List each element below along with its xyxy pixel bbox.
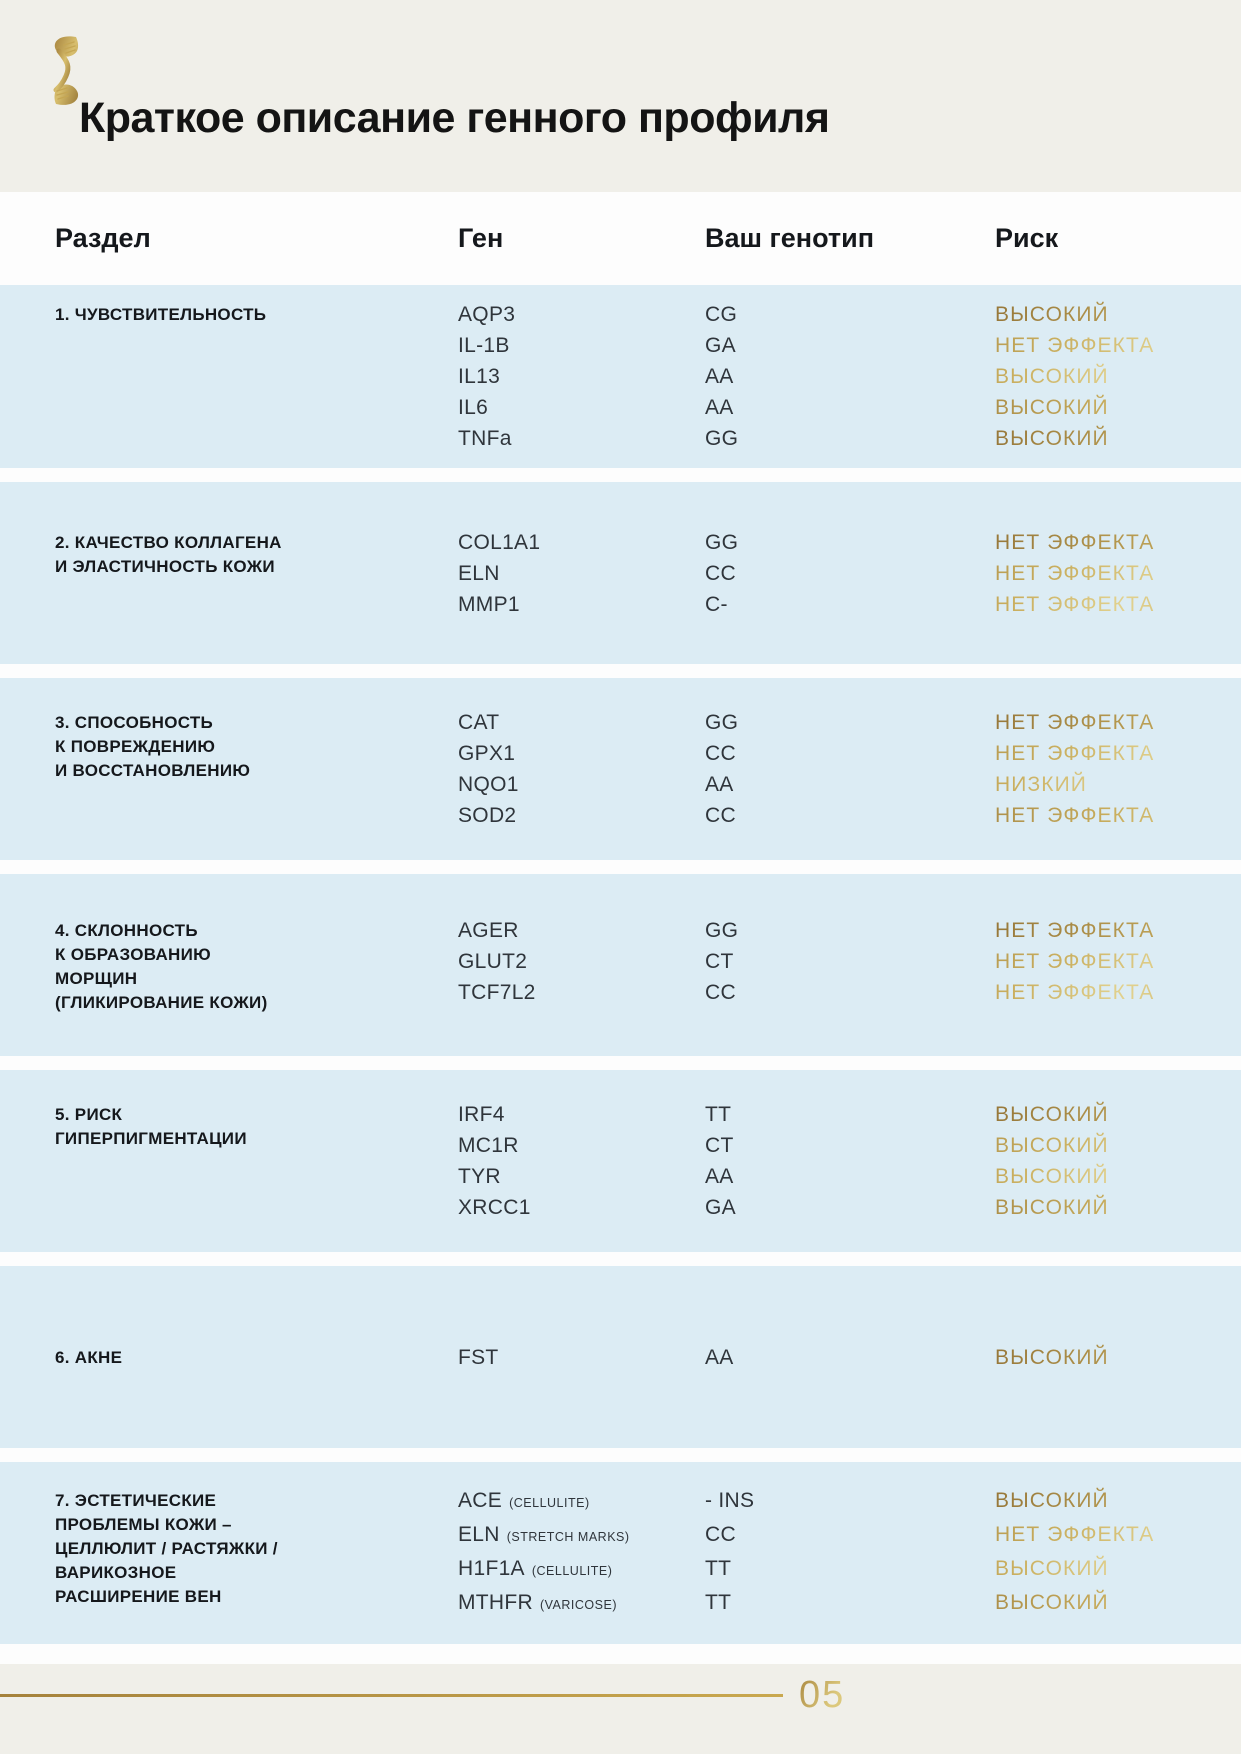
gene-cell [458,1485,705,1519]
gene-symbol: ACE [458,1489,503,1512]
profile-section [0,285,1241,468]
risk-level: НЕТ ЭФФЕКТА [995,707,1241,738]
section-title [55,1099,458,1151]
gene-cell [458,977,705,1008]
section-title-line: 7. ЭСТЕТИЧЕСКИЕ [55,1491,217,1510]
gene-row [458,558,1241,589]
gene-symbol: TNFa [458,427,512,450]
gene-cell [458,1192,705,1223]
gene-row [458,1192,1241,1223]
gene-cell [458,1161,705,1192]
gene-row [458,1553,1241,1587]
section-title-line: (ГЛИКИРОВАНИЕ КОЖИ) [55,993,268,1012]
gene-symbol: MC1R [458,1134,519,1157]
section-title-line: 4. СКЛОННОСТЬ [55,921,198,940]
section-title-line: 1. ЧУВСТВИТЕЛЬНОСТЬ [55,305,267,324]
genotype-value: CC [705,742,736,765]
genotype-value: CC [705,804,736,827]
risk-level: НЕТ ЭФФЕКТА [995,800,1241,831]
gene-symbol: IL13 [458,365,501,388]
risk-level: ВЫСОКИЙ [995,1553,1241,1587]
profile-section [0,1070,1241,1252]
profile-section [0,678,1241,860]
gene-row [458,1161,1241,1192]
gene-cell [458,1553,705,1587]
gene-row [458,1587,1241,1621]
gene-cell [458,707,705,738]
gene-row [458,299,1241,330]
gene-symbol: TYR [458,1165,501,1188]
risk-level: НЕТ ЭФФЕКТА [995,977,1241,1008]
gene-symbol: MMP1 [458,592,520,616]
column-header-section: Раздел [55,223,151,253]
page-footer [0,1664,1241,1754]
gene-cell [458,423,705,454]
gene-row [458,800,1241,831]
column-header-gene: Ген [458,223,504,253]
profile-section [0,1462,1241,1644]
risk-level: НЕТ ЭФФЕКТА [995,946,1241,977]
gene-symbol: TCF7L2 [458,981,536,1004]
genotype-value: C- [705,592,728,616]
gene-row [458,361,1241,392]
gene-cell [458,915,705,946]
column-header-risk: Риск [995,223,1059,253]
gene-row [458,977,1241,1008]
section-title [55,527,458,579]
section-content [55,707,1241,831]
footer-gold-rule [0,1694,783,1697]
section-title-line: К ПОВРЕЖДЕНИЮ [55,737,216,756]
gene-rows [458,1099,1241,1223]
section-content [55,1099,1241,1223]
section-title [55,299,458,327]
risk-level: ВЫСОКИЙ [995,1192,1241,1223]
section-title-line: И ВОССТАНОВЛЕНИЮ [55,761,251,780]
gene-cell [458,558,705,589]
genotype-value: GG [705,427,739,450]
gene-row [458,589,1241,620]
section-title [55,707,458,783]
gene-row [458,707,1241,738]
gene-note: (VARICOSE) [539,1598,617,1612]
gene-symbol: GLUT2 [458,950,528,973]
gene-row [458,1342,1241,1373]
genotype-value: CT [705,950,734,973]
gene-symbol: IL6 [458,396,489,419]
gene-cell [458,738,705,769]
gene-row [458,1099,1241,1130]
gene-rows [458,707,1241,831]
gene-symbol: IRF4 [458,1103,505,1126]
risk-level: НЕТ ЭФФЕКТА [995,915,1241,946]
risk-level: ВЫСОКИЙ [995,361,1241,392]
gene-row [458,330,1241,361]
section-content [55,299,1241,454]
gene-profile-table [0,285,1241,1658]
risk-level: НЕТ ЭФФЕКТА [995,738,1241,769]
gene-cell [458,299,705,330]
section-title-line: 6. АКНЕ [55,1347,123,1367]
gene-symbol: ELN [458,561,500,585]
page-title: Краткое описание генного профиля [79,94,830,142]
section-title-line: РАСШИРЕНИЕ ВЕН [55,1587,222,1606]
section-title-line: 5. РИСК [55,1105,123,1124]
risk-level: ВЫСОКИЙ [995,1342,1241,1373]
table-header-row [0,192,1241,285]
risk-level: НИЗКИЙ [995,769,1241,800]
gene-symbol: NQO1 [458,773,519,796]
risk-level: ВЫСОКИЙ [995,1485,1241,1519]
section-title-line: МОРЩИН [55,969,138,988]
page-header [0,0,1241,192]
gene-row [458,738,1241,769]
gene-rows [458,527,1241,620]
gene-row [458,946,1241,977]
gene-cell [458,1587,705,1621]
gene-rows [458,1485,1241,1621]
page-number: 05 [799,1674,846,1716]
genotype-value: TT [705,1557,732,1580]
column-header-genotype: Ваш генотип [705,223,875,253]
gene-cell [458,1519,705,1553]
section-title-line: К ОБРАЗОВАНИЮ [55,945,211,964]
gene-row [458,769,1241,800]
genotype-value: TT [705,1103,732,1126]
gene-cell [458,1099,705,1130]
gene-row [458,915,1241,946]
gene-symbol: IL-1B [458,334,510,357]
gene-cell [458,800,705,831]
genotype-value: AA [705,365,734,388]
risk-level: ВЫСОКИЙ [995,1587,1241,1621]
gene-cell [458,361,705,392]
gene-symbol: XRCC1 [458,1196,531,1219]
risk-level: НЕТ ЭФФЕКТА [995,1519,1241,1553]
risk-level: НЕТ ЭФФЕКТА [995,589,1241,620]
section-content [55,527,1241,620]
gene-row [458,1130,1241,1161]
section-content [55,1342,1241,1373]
gene-rows [458,1342,1241,1373]
section-title-line: ГИПЕРПИГМЕНТАЦИИ [55,1129,247,1148]
genotype-value: CG [705,303,738,326]
risk-level: ВЫСОКИЙ [995,1161,1241,1192]
gene-note: (STRETCH MARKS) [506,1530,630,1544]
genotype-value: CT [705,1134,734,1157]
gene-symbol: MTHFR [458,1591,533,1614]
genotype-value: GG [705,919,739,942]
genotype-value: GG [705,530,739,554]
gene-symbol: CAT [458,711,500,734]
genotype-value: AA [705,1165,734,1188]
genotype-value: AA [705,396,734,419]
risk-level: ВЫСОКИЙ [995,299,1241,330]
section-title [55,915,458,1015]
section-title-line: ЦЕЛЛЮЛИТ / РАСТЯЖКИ / [55,1539,278,1558]
gene-note: (CELLULITE) [531,1564,613,1578]
profile-section [0,874,1241,1056]
section-title [55,1485,458,1609]
gene-cell [458,589,705,620]
risk-level: ВЫСОКИЙ [995,1099,1241,1130]
gene-symbol: FST [458,1345,499,1369]
gene-cell [458,527,705,558]
gene-cell [458,330,705,361]
gene-cell [458,946,705,977]
gene-row [458,527,1241,558]
section-title-line: 2. КАЧЕСТВО КОЛЛАГЕНА [55,532,282,552]
genotype-value: CC [705,981,736,1004]
section-content [55,1485,1241,1621]
gene-symbol: SOD2 [458,804,517,827]
gene-row [458,423,1241,454]
gene-symbol: AGER [458,919,519,942]
genotype-value: GG [705,711,739,734]
risk-level: НЕТ ЭФФЕКТА [995,527,1241,558]
genotype-value: AA [705,1345,734,1369]
gene-rows [458,299,1241,454]
genotype-value: GA [705,1196,736,1219]
section-title-line: ПРОБЛЕМЫ КОЖИ – [55,1515,232,1534]
genotype-value: TT [705,1591,732,1614]
gene-row [458,1485,1241,1519]
gene-symbol: H1F1A [458,1557,525,1580]
gene-row [458,392,1241,423]
footer-rule-row [0,1674,1241,1717]
section-title-line: 3. СПОСОБНОСТЬ [55,713,214,732]
gene-cell [458,392,705,423]
genotype-value: AA [705,773,734,796]
gene-row [458,1519,1241,1553]
gene-symbol: COL1A1 [458,530,541,554]
genotype-value: CC [705,561,736,585]
profile-section [0,1266,1241,1448]
gene-cell [458,1342,705,1373]
section-title-line: И ЭЛАСТИЧНОСТЬ КОЖИ [55,556,275,576]
profile-section [0,482,1241,664]
risk-level: НЕТ ЭФФЕКТА [995,330,1241,361]
section-title [55,1342,458,1370]
gene-rows [458,915,1241,1008]
genotype-value: - INS [705,1489,755,1512]
gene-symbol: AQP3 [458,303,516,326]
gene-symbol: ELN [458,1523,500,1546]
gene-cell [458,1130,705,1161]
gene-symbol: GPX1 [458,742,516,765]
section-content [55,915,1241,1015]
risk-level: ВЫСОКИЙ [995,392,1241,423]
risk-level: ВЫСОКИЙ [995,423,1241,454]
gene-note: (CELLULITE) [509,1496,590,1510]
section-title-line: ВАРИКОЗНОЕ [55,1563,177,1582]
risk-level: ВЫСОКИЙ [995,1130,1241,1161]
gene-cell [458,769,705,800]
genotype-value: GA [705,334,736,357]
genotype-value: CC [705,1523,736,1546]
risk-level: НЕТ ЭФФЕКТА [995,558,1241,589]
